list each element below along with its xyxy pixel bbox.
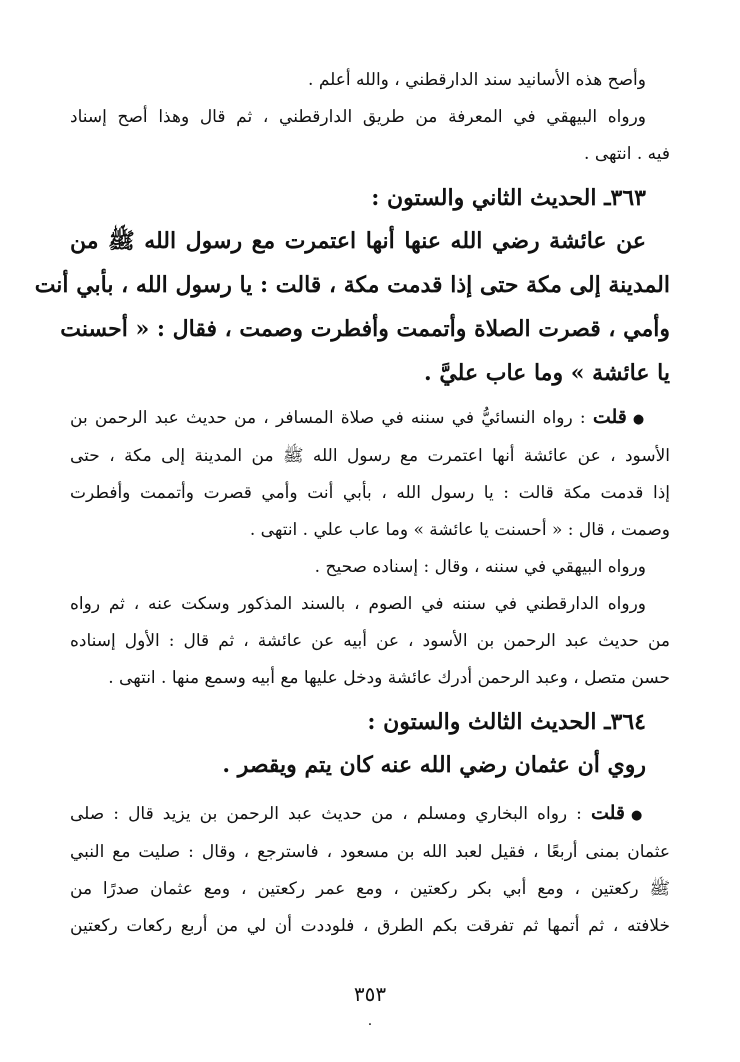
commentary-text: : رواه النسائيُّ في سننه في صلاة المسافر ، من حديث عبد الرحمن بن xyxy=(70,408,586,428)
commentary-text: : رواه البخاري ومسلم ، من حديث عبد الرحمن بن يزيد قال : صلى xyxy=(70,804,582,824)
commentary-line: الأسود ، عن عائشة أنها اعتمرت مع رسول الله ﷺ من المدينة إلى مكة ، حتى xyxy=(70,446,670,466)
commentary-line: إذا قدمت مكة قالت : يا رسول الله ، بأبي أنت وأمي قصرت وأتممت وأفطرت xyxy=(70,483,670,503)
hadith-text-line: المدينة إلى مكة حتى إذا قدمت مكة ، قالت : يا رسول الله ، بأبي أنت xyxy=(34,272,670,298)
bullet-icon: ● xyxy=(632,412,647,427)
page-number: ٣٥٣ xyxy=(353,982,387,1006)
commentary-line: عثمان بمنى أربعًا ، فقيل لعبد الله بن مسعود ، فاسترجع ، وقال : صليت مع النبي xyxy=(70,842,670,862)
hadith-text-line: وأمي ، قصرت الصلاة وأتممت وأفطرت وصمت ، فقال : « أحسنت xyxy=(60,316,670,342)
text-line: فيه . انتهى . xyxy=(584,144,670,164)
hadith-text-line: يا عائشة » وما عاب عليَّ . xyxy=(424,360,670,386)
daraqutni-line: حسن متصل ، وعبد الرحمن أدرك عائشة ودخل عليها مع أبيه وسمع منها . انتهى . xyxy=(108,668,670,688)
bullet-icon: ● xyxy=(631,808,647,823)
hadith-text-line: عن عائشة رضي الله عنها أنها اعتمرت مع رسول الله ﷺ من xyxy=(70,228,646,254)
commentary-line xyxy=(70,399,670,438)
commentary-line: خلافته ، ثم أتمها ثم تفرقت بكم الطرق ، فلوددت أن لي من أربع ركعات ركعتين xyxy=(70,916,670,936)
daraqutni-line: من حديث عبد الرحمن بن الأسود ، عن أبيه عن عائشة ، ثم قال : الأول إسناده xyxy=(70,631,670,651)
hadith-363-heading: ٣٦٣ـ الحديث الثاني والستون : xyxy=(371,185,646,211)
hadith-364-heading: ٣٦٤ـ الحديث الثالث والستون : xyxy=(367,709,646,735)
commentary-line xyxy=(70,795,670,834)
qult-label: قلت xyxy=(590,802,625,824)
qult-label: قلت xyxy=(592,406,627,428)
text-line: ورواه البيهقي في المعرفة من طريق الدارقطني ، ثم قال وهذا أصح إسناد xyxy=(70,107,646,127)
daraqutni-line: ورواه الدارقطني في سننه في الصوم ، بالسند المذكور وسكت عنه ، ثم رواه xyxy=(70,594,646,614)
commentary-line: ﷺ ركعتين ، ومع أبي بكر ركعتين ، ومع عمر ركعتين ، ومع عثمان صدرًا من xyxy=(70,879,670,899)
bayhaqi-line: ورواه البيهقي في سننه ، وقال : إسناده صحيح . xyxy=(314,557,646,577)
page-dot: . xyxy=(367,1013,373,1029)
book-page xyxy=(34,62,670,945)
commentary-line: وصمت ، قال : « أحسنت يا عائشة » وما عاب علي . انتهى . xyxy=(249,520,670,540)
text-line: وأصح هذه الأسانيد سند الدارقطني ، والله أعلم . xyxy=(308,70,646,90)
hadith-text-line: روي أن عثمان رضي الله عنه كان يتم ويقصر . xyxy=(222,752,646,778)
